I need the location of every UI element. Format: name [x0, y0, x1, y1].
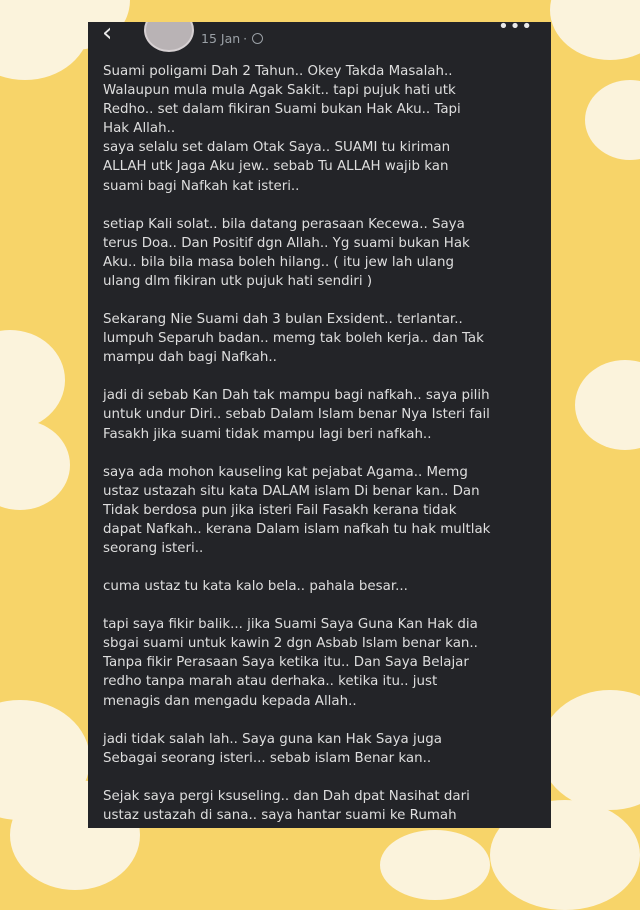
post-line: ustaz ustazah di sana.. saya hantar suami ke Rumah [103, 807, 457, 823]
post-date [201, 32, 263, 46]
back-arrow-icon[interactable]: ‹ [102, 22, 113, 48]
post-line: Tidak berdosa pun jika isteri Fail Fasakh kerana tidak [103, 502, 457, 518]
background-cloud [0, 420, 70, 510]
more-options-icon[interactable]: ••• [498, 22, 533, 37]
post-screenshot [88, 22, 551, 828]
post-line: Tanpa fikir Perasaan Saya ketika itu.. Dan Saya Belajar [103, 655, 469, 671]
post-line: Redho.. set dalam fikiran Suami bukan Hak Aku.. Tapi [103, 102, 461, 118]
post-paragraph [103, 577, 543, 596]
post-line: redho tanpa marah atau derhaka.. ketika itu.. just [103, 674, 438, 690]
post-line: Walaupun mula mula Agak Sakit.. tapi pujuk hati utk [103, 83, 456, 99]
post-line: jadi tidak salah lah.. Saya guna kan Hak Saya juga [103, 731, 442, 747]
post-line: Fasakh jika suami tidak mampu lagi beri nafkah.. [103, 426, 432, 442]
post-line: terus Doa.. Dan Positif dgn Allah.. Yg suami bukan Hak [103, 235, 470, 251]
post-paragraph [103, 215, 543, 291]
post-body [103, 62, 543, 828]
post-line: Sebagai seorang isteri... sebab islam Benar kan.. [103, 750, 432, 766]
post-line: suami bagi Nafkah kat isteri.. [103, 178, 300, 194]
post-line: ulang dlm fikiran utk pujuk hati sendiri ) [103, 273, 373, 289]
avatar[interactable] [144, 22, 194, 52]
background-cloud [575, 360, 640, 450]
post-line: menagis dan mengadu kepada Allah.. [103, 693, 357, 709]
post-line: jadi di sebab Kan Dah tak mampu bagi nafkah.. saya pilih [103, 388, 490, 404]
date-separator: · [243, 31, 248, 46]
post-line: dapat Nafkah.. kerana Dalam islam nafkah tu hak multlak [103, 521, 491, 537]
post-paragraph [103, 730, 543, 768]
background-cloud [0, 330, 65, 430]
post-line: seorang isteri.. [103, 540, 204, 556]
post-paragraph [103, 787, 543, 825]
post-line: saya ada mohon kauseling kat pejabat Agama.. Memg [103, 464, 468, 480]
globe-icon [252, 33, 263, 44]
post-line: saya selalu set dalam Otak Saya.. SUAMI tu kiriman [103, 140, 451, 156]
post-line: Suami poligami Dah 2 Tahun.. Okey Takda Masalah.. [103, 64, 453, 79]
post-date-text: 15 Jan [201, 31, 241, 46]
post-header [88, 22, 551, 62]
post-line: untuk undur Diri.. sebab Dalam Islam benar Nya Isteri fail [103, 407, 490, 423]
post-paragraph [103, 62, 543, 196]
post-line: sbgai suami untuk kawin 2 dgn Asbab Islam benar kan.. [103, 636, 478, 652]
post-paragraph [103, 615, 543, 710]
post-line: ALLAH utk Jaga Aku jew.. sebab Tu ALLAH wajib kan [103, 159, 449, 175]
post-line: cuma ustaz tu kata kalo bela.. pahala besar... [103, 579, 408, 595]
post-line: Sejak saya pergi ksuseling.. dan Dah dpat Nasihat dari [103, 788, 470, 804]
post-line: lumpuh Separuh badan.. memg tak boleh kerja.. dan Tak [103, 331, 484, 347]
post-paragraph [103, 386, 543, 443]
background-cloud [380, 830, 490, 900]
post-line: Aku.. bila bila masa boleh hilang.. ( itu jew lah ulang [103, 254, 454, 270]
post-line: setiap Kali solat.. bila datang perasaan Kecewa.. Saya [103, 216, 465, 232]
post-line: Hak Allah.. [103, 121, 176, 137]
background-cloud [540, 690, 640, 810]
post-line: tapi saya fikir balik... jika Suami Saya Guna Kan Hak dia [103, 617, 478, 633]
post-paragraph [103, 310, 543, 367]
post-line: Sekarang Nie Suami dah 3 bulan Exsident.. terlantar.. [103, 312, 463, 328]
background-cloud [585, 80, 640, 160]
post-line: mampu dah bagi Nafkah.. [103, 350, 277, 366]
background-cloud [550, 0, 640, 60]
post-paragraph [103, 463, 543, 558]
post-line: ustaz ustazah situ kata DALAM islam Di benar kan.. Dan [103, 483, 480, 499]
